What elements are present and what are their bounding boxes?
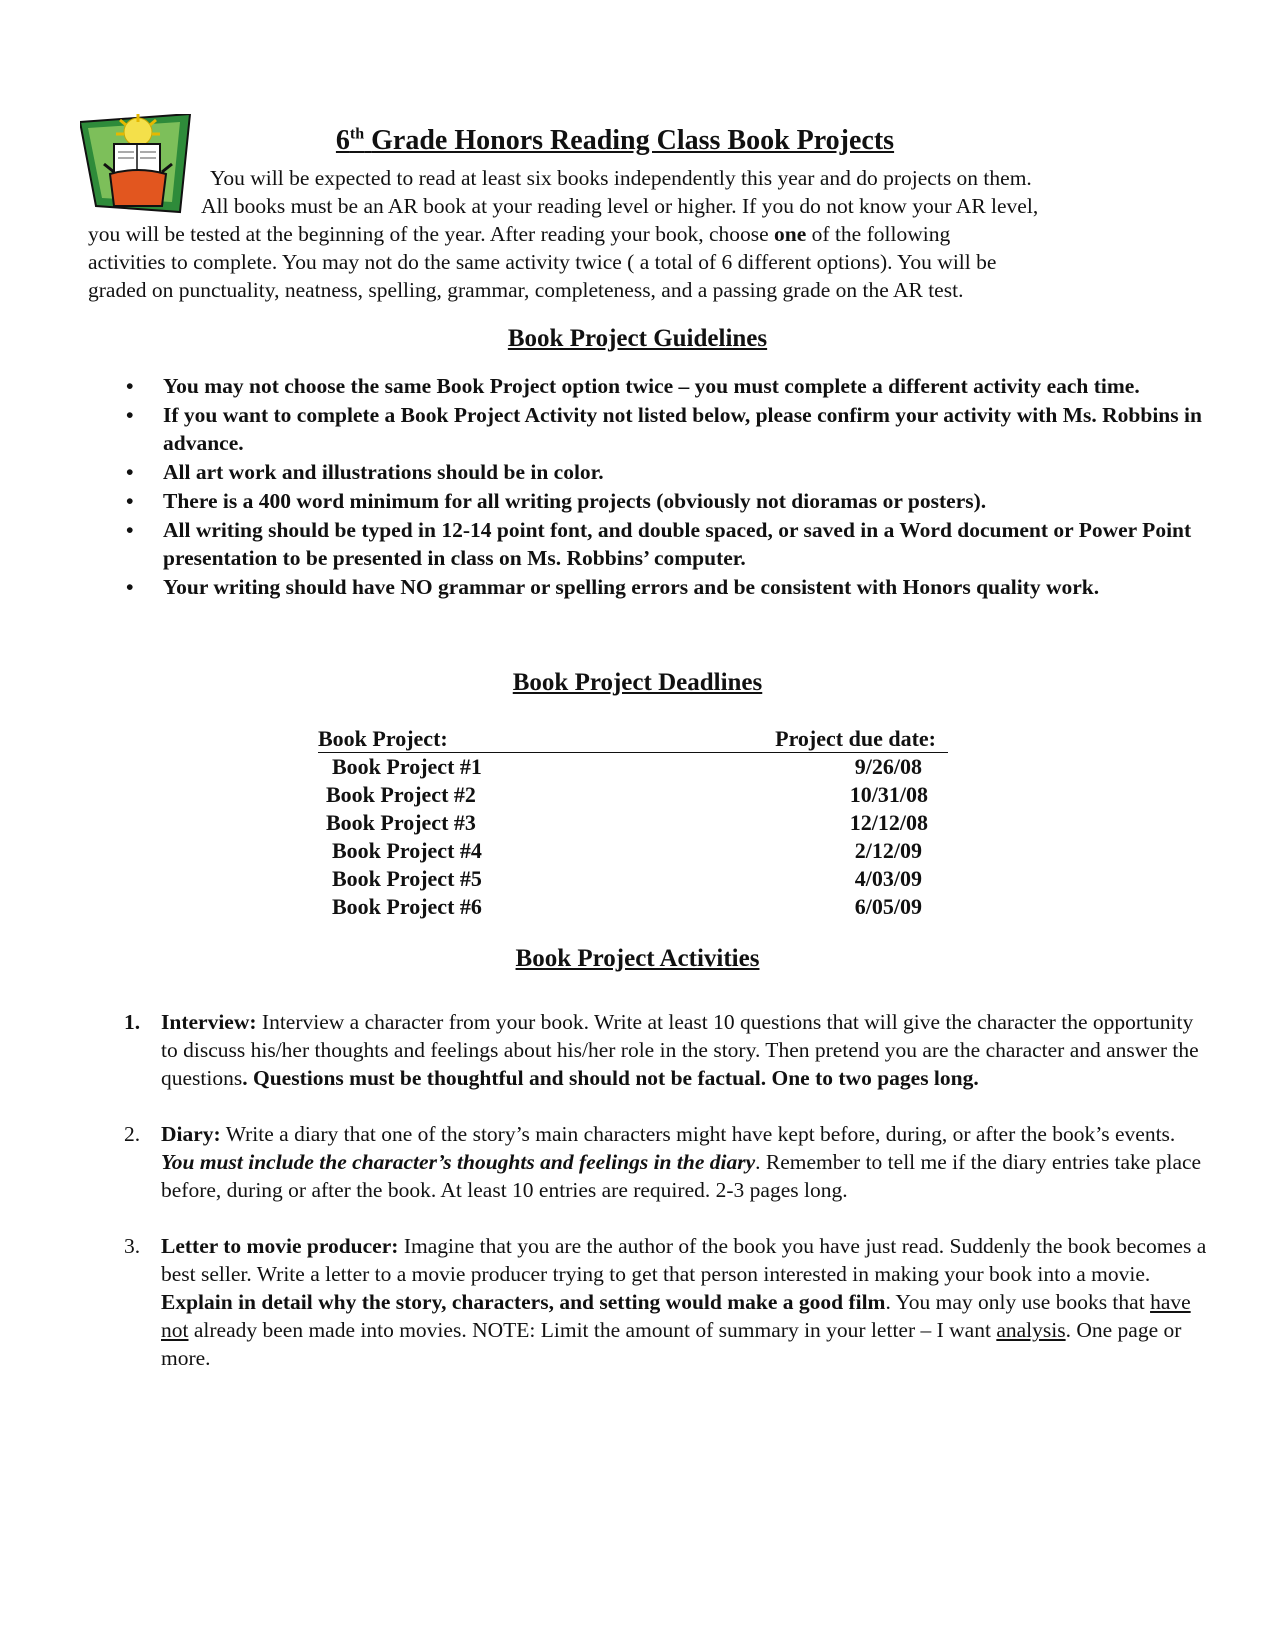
column-header-project: Book Project: (318, 726, 768, 753)
due-date-cell: 4/03/09 (854, 866, 922, 891)
bullet-icon: • (126, 374, 134, 398)
table-row (318, 865, 948, 893)
project-cell: Book Project #2 (326, 782, 476, 807)
guideline-text: If you want to complete a Book Project Activity not listed below, please confirm your activity with Ms. Robbins in advance. (163, 403, 1202, 455)
activity-text: Write a diary that one of the story’s main characters might have kept before, during, or after the book’s events. (220, 1122, 1176, 1146)
table-header-row (318, 726, 948, 753)
table-row (318, 893, 948, 921)
intro-emphasis: one (774, 222, 807, 246)
activity-text: . One page or more. (161, 1318, 1182, 1370)
due-date-cell: 12/12/08 (849, 810, 928, 835)
activity-emphasis: You must include the character’s thoughts and feelings in the diary (161, 1150, 756, 1174)
intro-text: you will be tested at the beginning of the year. After reading your book, choose (88, 222, 775, 246)
intro-line (88, 220, 1200, 248)
bullet-icon: • (126, 575, 134, 599)
activity-item-diary (124, 1120, 1214, 1204)
activity-number: 1. (124, 1010, 141, 1034)
due-date-cell: 9/26/08 (854, 754, 922, 779)
activity-item-interview (124, 1008, 1214, 1092)
bullet-icon: • (126, 489, 134, 513)
activity-title: Diary: (161, 1122, 221, 1146)
due-date-cell: 6/05/09 (854, 894, 922, 919)
column-header-due-date: Project due date: (768, 726, 948, 753)
activity-underlined: have not (161, 1290, 1191, 1342)
guideline-item (126, 516, 1216, 572)
project-cell: Book Project #1 (332, 754, 482, 779)
activity-underlined: analysis (996, 1318, 1066, 1342)
activity-emphasis: Explain in detail why the story, characters, and setting would make a good film (161, 1290, 886, 1314)
activity-number: 2. (124, 1122, 141, 1146)
guidelines-heading: Book Project Guidelines (507, 325, 768, 352)
project-cell: Book Project #5 (332, 866, 482, 891)
intro-line: All books must be an AR book at your reading level or higher. If you do not know your AR level, (201, 194, 1039, 218)
activity-text: Interview a character from your book. Write at least 10 questions that will give the character the opportunity to discuss his/her thoughts and feelings about his/her role in the story. Then pretend you are the character and answer the questions (161, 1010, 1199, 1090)
guideline-item (126, 372, 1216, 400)
activities-list (124, 1008, 1214, 1400)
guideline-text: Your writing should have NO grammar or spelling errors and be consistent with Honors quality work. (163, 575, 1100, 599)
guideline-text: All writing should be typed in 12-14 point font, and double spaced, or saved in a Word document or Power Point presentation to be presented in class on Ms. Robbins’ computer. (163, 518, 1192, 570)
bullet-icon: • (126, 460, 134, 484)
project-cell: Book Project #6 (332, 894, 482, 919)
deadlines-heading: Book Project Deadlines (512, 669, 763, 696)
activity-text: already been made into movies. NOTE: Limit the amount of summary in your letter – I want (188, 1318, 997, 1342)
guideline-item (126, 458, 1216, 486)
intro-line: activities to complete. You may not do the same activity twice ( a total of 6 different options). You will be (88, 250, 997, 274)
intro-line: graded on punctuality, neatness, spelling, grammar, completeness, and a passing grade on the AR test. (88, 278, 964, 302)
intro-line: You will be expected to read at least six books independently this year and do projects on them. (210, 166, 1032, 190)
activities-heading: Book Project Activities (515, 945, 760, 972)
table-row (318, 753, 948, 782)
table-row (318, 781, 948, 809)
guideline-item (126, 487, 1216, 515)
activity-emphasis: . Questions must be thoughtful and should not be factual. One to two pages long. (242, 1066, 979, 1090)
table-row (318, 809, 948, 837)
title-ordinal: 6 (335, 125, 350, 156)
activity-item-letter-to-movie-producer (124, 1232, 1214, 1372)
due-date-cell: 10/31/08 (849, 782, 928, 807)
deadlines-table (318, 726, 948, 921)
guideline-text: You may not choose the same Book Project option twice – you must complete a different activity each time. (163, 374, 1140, 398)
activity-text: . Remember to tell me if the diary entries take place before, during or after the book. At least 10 entries are required. 2-3 pages long. (161, 1150, 1202, 1202)
activity-title: Letter to movie producer: (161, 1234, 399, 1258)
guidelines-list (126, 372, 1216, 602)
activity-number: 3. (124, 1234, 141, 1258)
guideline-text: All art work and illustrations should be in color. (163, 460, 604, 484)
bullet-icon: • (126, 403, 134, 427)
project-cell: Book Project #4 (332, 838, 482, 863)
activity-title: Interview: (161, 1010, 257, 1034)
due-date-cell: 2/12/09 (854, 838, 922, 863)
bullet-icon: • (126, 518, 134, 542)
activity-text: Imagine that you are the author of the book you have just read. Suddenly the book becomes a best seller. Write a letter to a movie producer trying to get that person interested in making your book into a movie. (161, 1234, 1207, 1286)
title-ordinal-suffix: th (349, 125, 365, 143)
activity-text: . You may only use books that (885, 1290, 1151, 1314)
page-title (200, 124, 1030, 158)
title-text: Grade Honors Reading Class Book Projects (371, 125, 895, 156)
table-row (318, 837, 948, 865)
intro-text: of the following (806, 222, 951, 246)
guideline-item (126, 401, 1216, 457)
intro-paragraph (88, 164, 1200, 304)
project-cell: Book Project #3 (326, 810, 476, 835)
guideline-item (126, 573, 1216, 601)
guideline-text: There is a 400 word minimum for all writing projects (obviously not dioramas or posters). (163, 489, 987, 513)
